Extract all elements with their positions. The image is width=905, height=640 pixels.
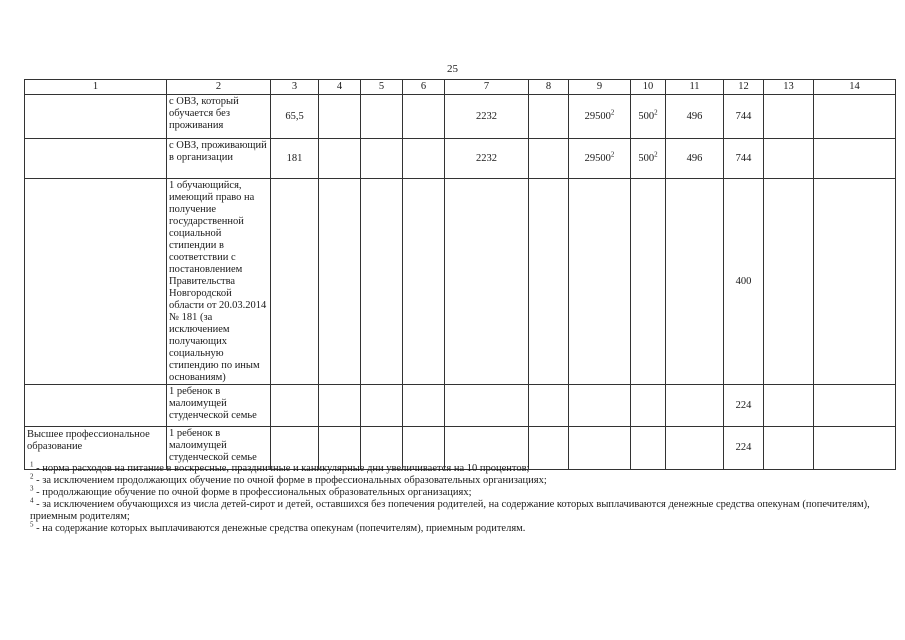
- value-cell: 744: [724, 95, 764, 139]
- category-cell: [25, 139, 167, 179]
- table-row: [25, 95, 896, 139]
- header-cell: 10: [631, 80, 666, 95]
- value-cell: [361, 139, 403, 179]
- page-number: 25: [447, 63, 458, 75]
- footnote-item: [30, 520, 880, 535]
- footnote-text: - продолжающие обучение по очной форме в профессиональных образовательных организациях;: [33, 487, 472, 498]
- value-cell: [271, 179, 319, 385]
- value-cell: [666, 179, 724, 385]
- value-cell: 400: [724, 179, 764, 385]
- table-row: [25, 385, 896, 427]
- value-cell: 224: [724, 385, 764, 427]
- value-cell: [445, 179, 529, 385]
- header-cell: 11: [666, 80, 724, 95]
- description-cell: 1 ребенок в малоимущей студенческой семье: [167, 427, 271, 470]
- value-cell: 65,5: [271, 95, 319, 139]
- footnote-mark: 2: [654, 150, 658, 158]
- value-cell: [569, 385, 631, 427]
- value-cell: 496: [666, 95, 724, 139]
- expense-norms-table: [24, 79, 896, 470]
- value-cell: [319, 179, 361, 385]
- header-cell: 9: [569, 80, 631, 95]
- value-cell: [764, 385, 814, 427]
- value-cell: [319, 139, 361, 179]
- value-cell: [403, 385, 445, 427]
- header-cell: 4: [319, 80, 361, 95]
- value-cell: 2232: [445, 139, 529, 179]
- value-cell: [814, 95, 896, 139]
- footnote-text: - за исключением продолжающих обучение по очной форме в профессиональных образовательных организациях;: [33, 475, 547, 486]
- value-cell: [403, 139, 445, 179]
- header-cell: 3: [271, 80, 319, 95]
- value-text: 500: [638, 152, 655, 164]
- footnote-number: 2: [30, 472, 34, 481]
- table-row: [25, 179, 896, 385]
- header-cell: 1: [25, 80, 167, 95]
- value-cell: 744: [724, 139, 764, 179]
- header-cell: 12: [724, 80, 764, 95]
- value-cell: [529, 385, 569, 427]
- header-cell: 2: [167, 80, 271, 95]
- table-row: [25, 139, 896, 179]
- footnote-mark: 2: [610, 108, 615, 116]
- value-cell: [569, 95, 631, 139]
- footnote-text: - норма расходов на питание в воскресные, праздничные и каникулярные дни увеличивается на 10 процентов;: [33, 463, 530, 474]
- category-cell: [25, 179, 167, 385]
- footnote-mark: 2: [610, 150, 615, 158]
- footnote-item: [30, 496, 880, 523]
- value-cell: [403, 179, 445, 385]
- category-cell: [25, 385, 167, 427]
- value-cell: [319, 95, 361, 139]
- footnote-text: - на содержание которых выплачиваются денежные средства опекунам (попечителям), приемным родителям.: [33, 523, 526, 534]
- value-cell: [814, 179, 896, 385]
- value-cell: [361, 385, 403, 427]
- value-cell: [764, 179, 814, 385]
- value-cell: 2232: [445, 95, 529, 139]
- value-cell: [529, 95, 569, 139]
- value-text: 29500: [584, 110, 611, 122]
- header-cell: 6: [403, 80, 445, 95]
- header-cell: 13: [764, 80, 814, 95]
- header-cell: 14: [814, 80, 896, 95]
- footnote-item: [30, 484, 880, 499]
- footnote-number: 4: [30, 496, 34, 505]
- footnotes: [30, 460, 880, 535]
- footnote-number: 1: [30, 460, 34, 469]
- description-cell: с ОВЗ, проживающий в организации: [167, 139, 271, 179]
- value-cell: 224: [724, 427, 764, 470]
- footnote-text: - за исключением обучающихся из числа детей-сирот и детей, оставшихся без попечения родителей, на содержание которых выплачиваются денежные средства опекунам (попечителям), приемным родителям;: [30, 499, 870, 522]
- description-cell: 1 ребенок в малоимущей студенческой семье: [167, 385, 271, 427]
- footnote-number: 5: [30, 520, 34, 529]
- footnote-item: [30, 472, 880, 487]
- header-cell: 8: [529, 80, 569, 95]
- value-cell: [631, 95, 666, 139]
- footnote-item: [30, 460, 880, 475]
- value-cell: [764, 95, 814, 139]
- category-cell: [25, 95, 167, 139]
- description-cell: 1 обучающийся, имеющий право на получение государственной социальной стипендии в соответствии с постановлением Правительства Новгородской области от 20.03.2014 № 181 (за исключением получающих социальную стипендию по иным основаниям): [167, 179, 271, 385]
- value-cell: [631, 385, 666, 427]
- table-header-row: [25, 80, 896, 95]
- category-cell: Высшее профессиональное образование: [25, 427, 167, 470]
- value-cell: [529, 139, 569, 179]
- value-cell: [403, 95, 445, 139]
- header-cell: 5: [361, 80, 403, 95]
- value-cell: [764, 139, 814, 179]
- value-cell: [631, 139, 666, 179]
- value-cell: [569, 139, 631, 179]
- value-cell: [319, 385, 361, 427]
- description-cell: с ОВЗ, который обучается без проживания: [167, 95, 271, 139]
- value-cell: [361, 95, 403, 139]
- value-cell: [529, 179, 569, 385]
- value-cell: [361, 179, 403, 385]
- footnote-number: 3: [30, 484, 34, 493]
- value-cell: [445, 385, 529, 427]
- footnote-mark: 2: [654, 108, 658, 116]
- value-text: 500: [638, 110, 655, 122]
- value-cell: [271, 385, 319, 427]
- value-cell: [814, 385, 896, 427]
- value-cell: 496: [666, 139, 724, 179]
- value-cell: [814, 139, 896, 179]
- value-text: 29500: [584, 152, 611, 164]
- value-cell: 181: [271, 139, 319, 179]
- value-cell: [631, 179, 666, 385]
- header-cell: 7: [445, 80, 529, 95]
- value-cell: [569, 179, 631, 385]
- value-cell: [666, 385, 724, 427]
